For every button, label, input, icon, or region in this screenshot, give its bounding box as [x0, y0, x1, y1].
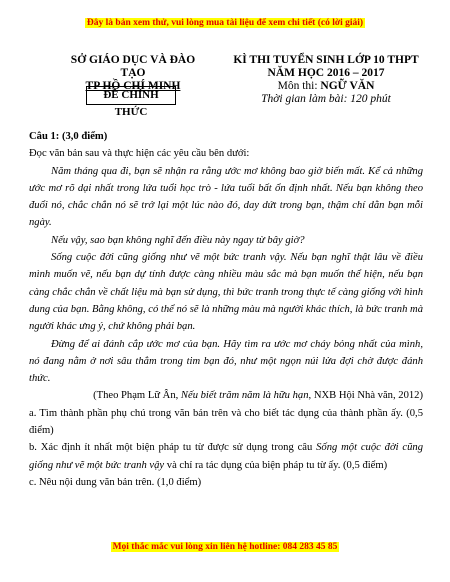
- hotline-text: Mọi thắc mắc vui lòng xin liên hệ hotline: 084 283 45 85: [112, 542, 338, 552]
- subject-name: NGỮ VĂN: [320, 80, 375, 92]
- question-title: Câu 1: (3,0 điểm): [29, 131, 108, 142]
- subject-line: [228, 80, 424, 93]
- question-part-b: b. Xác định ít nhất một biện pháp tu từ được sử dụng trong câu Sống một cuộc đời cũng giống như vẽ một bức tranh vậy và chỉ ra tác dụng của biện pháp tu từ ấy. (0,5 điểm): [29, 442, 423, 471]
- question-instruction: Đọc văn bản sau và thực hiện các yêu cầu bên dưới:: [29, 148, 250, 160]
- preview-notice-banner: [0, 17, 450, 30]
- school-year: NĂM HỌC 2016 – 2017: [267, 67, 385, 79]
- subject-label: Môn thi:: [277, 80, 321, 92]
- exam-title: KÌ THI TUYỂN SINH LỚP 10 THPT: [233, 54, 419, 66]
- exam-header: [228, 54, 424, 106]
- exam-content: [29, 128, 423, 491]
- quoted-sentence: Sống một cuộc đời cũng giống như vẽ một bức tranh vậy: [29, 442, 423, 471]
- citation-book-title: Nếu biết trăm năm là hữu hạn: [180, 390, 309, 402]
- department-name: SỞ GIÁO DỤC VÀ ĐÀO TẠO: [70, 54, 196, 79]
- city-name: TP HỒ CHÍ MINH: [85, 80, 181, 92]
- question-part-a: a. Tìm thành phần phụ chú trong văn bản trên và cho biết tác dụng của thành phần ấy. (0,5 điểm): [29, 407, 423, 437]
- passage-paragraph: Nếu vậy, sao bạn không nghĩ đến điều này ngay từ bây giờ?: [51, 234, 305, 246]
- hotline-banner: [0, 541, 450, 554]
- passage-citation: (Theo Phạm Lữ Ân, Nếu biết trăm năm là hữu hạn, NXB Hội Nhà văn, 2012): [93, 390, 423, 402]
- exam-duration: Thời gian làm bài: 120 phút: [261, 93, 391, 105]
- passage-paragraph: Đừng để ai đánh cắp ước mơ của bạn. Hãy tìm ra ước mơ cháy bỏng nhất của mình, nó đang nằm ở nơi sâu thẳm trong tim bạn đó, như một ngọn núi lửa đợi chờ được đánh thức.: [29, 338, 423, 385]
- passage-paragraph: Năm tháng qua đi, bạn sẽ nhận ra rằng ước mơ không bao giờ biến mất. Kể cả những ước mơ rõ dại nhất trong lứa tuổi học trò - lứa tuổi bất ổn định nhất. Nếu bạn không theo đuổi nó, chắc chắn nó sẽ trở lại một lúc nào đó, day dứt trong bạn, thậm chí dằn bạn mỗi ngày.: [29, 165, 423, 229]
- passage-paragraph: Sống cuộc đời cũng giống như vẽ một bức tranh vậy. Nếu bạn nghĩ thật lâu về điều mình muốn vẽ, nếu bạn dự tính được càng nhiều màu sắc mà bạn muốn thể hiện, nếu bạn càng chắc chắn về chất liệu mà bạn sử dụng, thì bức tranh trong thực tế càng giống với hình dung của bạn. Bằng không, có thể nó sẽ là những màu mà người khác thích, là bức tranh mà người khác ưng ý, chứ không phải bạn.: [29, 252, 423, 333]
- official-exam-stamp: ĐỀ CHÍNH THỨC: [86, 86, 176, 105]
- question-part-c: c. Nêu nội dung văn bản trên. (1,0 điểm): [29, 476, 202, 488]
- preview-notice-text: Đây là bản xem thử, vui lòng mua tài liệu để xem chi tiết (có lời giải): [86, 18, 364, 28]
